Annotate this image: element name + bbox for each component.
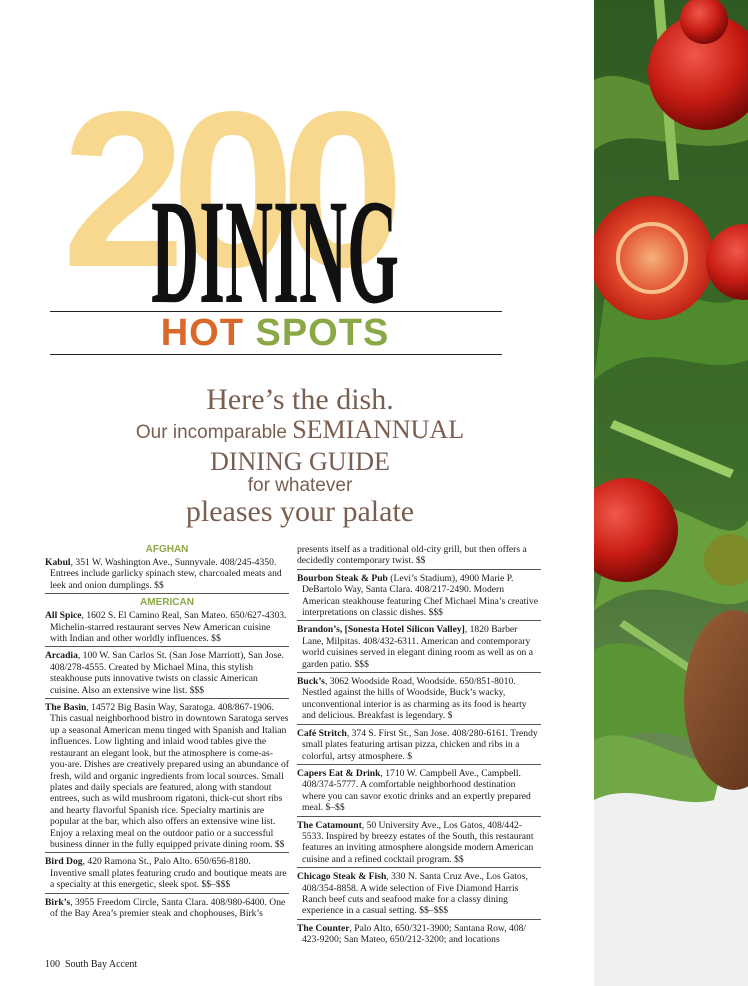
hot-spots-heading (0, 313, 550, 353)
listing-all-spice (45, 610, 289, 647)
listing-the-basin (45, 702, 289, 853)
listing-name: The Counter (297, 922, 350, 934)
listing-text: , 1710 W. Campbell Ave., Campbell. 408/374-5777. A comfortable neighborhood destination where you can savor exotic drinks and an expertly prepared meal. $–$$ (302, 767, 531, 814)
listing-text: , 330 N. Santa Cruz Ave., Los Gatos, 408/354-8858. A wide selection of Five Diamond Harris Ranch beef cuts and seafood make for a classy dining experience in a casual setting. $$–$$$ (302, 871, 528, 917)
listing-name: All Spice (45, 610, 82, 622)
hot-word: HOT (160, 312, 244, 354)
magazine-name: South Bay Accent (65, 959, 138, 970)
listing-name: Buck’s (297, 676, 325, 688)
listing-text: , 351 W. Washington Ave., Sunnyvale. 408/245-4350. Entrees include garlicky spinach stew, charcoaled meats and leek and onion dumplings. $$ (50, 557, 282, 591)
listing-text: , 1602 S. El Camino Real, San Mateo. 650/627-4303. Michelin-starred restaurant serves New American cuisine with Indian and other worldly influences. $$ (50, 610, 287, 645)
salad-illustration (594, 0, 748, 986)
intro-line-3: DINING GUIDE (210, 447, 390, 476)
listing-text: , 1820 Barber Lane, Milpitas. 408/432-6311. American and contemporary world cuisines served in elegant dining room as well as on a garden patio. $$$ (302, 624, 533, 670)
listing-capers (297, 768, 541, 817)
category-afghan: AFGHAN (145, 544, 189, 555)
listing-name: Birk’s (45, 896, 71, 908)
listing-brandons (297, 624, 541, 673)
intro-line-5: pleases your palate (185, 495, 415, 528)
listing-name: Capers Eat & Drink (297, 767, 381, 779)
intro-line-2 (0, 416, 600, 448)
category-american: AMERICAN (140, 597, 194, 609)
listing-name: Bird Dog (45, 856, 83, 868)
spots-word: SPOTS (255, 312, 390, 354)
page-footer (45, 959, 137, 970)
listing-name: Café Stritch (297, 727, 347, 739)
listing-name: The Catamount (297, 819, 362, 831)
intro-block (0, 384, 600, 528)
listings-column-2 (297, 544, 541, 951)
listing-arcadia (45, 650, 289, 699)
intro-line-1: Here’s the dish. (206, 383, 394, 416)
salad-photo (594, 0, 748, 986)
listing-text: , 50 University Ave., Los Gatos, 408/442-5533. Inspired by breezy estates of the South, this restaurant features an inviting atmosphere alongside modern American cuisine and a refined cocktail program. $$ (302, 819, 534, 865)
listing-text: , 420 Ramona St., Palo Alto. 650/656-8180. Inventive small plates featuring crudo and boutique meats are a specialty at this energetic, sleek spot. $$–$$$ (50, 856, 287, 891)
listing-birks-continued: presents itself as a traditional old-city grill, but then offers a decidedly contemporary twist. $$ (297, 544, 541, 570)
listing-the-counter (297, 923, 541, 948)
page-number: 100 (45, 959, 60, 970)
listing-text: , Palo Alto, 650/321-3900; Santana Row, 408/ 423-9200; San Mateo, 650/212-3200; and locations (302, 922, 527, 946)
listing-chicago-steak (297, 871, 541, 920)
listing-text: , 374 S. First St., San Jose. 408/280-6161. Trendy small plates featuring artisan pizza, chicken and ribs in a colorful, artsy atmosphere. $ (302, 727, 538, 762)
listings-column-1 (45, 544, 289, 924)
listing-bucks (297, 676, 541, 725)
listing-text: , 3955 Freedom Circle, Santa Clara. 408/980-6400. One of the Bay Area’s premier steak and chophouses, Birk’s (50, 896, 286, 919)
listing-name: Bourbon Steak & Pub (297, 572, 388, 584)
intro-line-2a: Our incomparable (135, 422, 293, 443)
listing-name: Chicago Steak & Fish (297, 871, 387, 883)
listing-name: The Basin (45, 702, 87, 714)
listing-kabul (45, 557, 289, 594)
listing-bird-dog (45, 856, 289, 893)
listing-bourbon-steak (297, 573, 541, 622)
headline-dining (150, 162, 400, 312)
listing-text: , 14572 Big Basin Way, Saratoga. 408/867-1906. This casual neighborhood bistro in downtown Saratoga serves up a seasonal American menu tinged with Spanish and Italian influences. Low lighting and inlaid wood tables give the restaurant an elegant look, but the atmosphere is come-as-you-are. Dishes are creatively prepared using an abundance of fresh, wild and organic ingredients from local sources. Small plates and daily specials are featured, along with standout entrees, such as wild mushroom rigatoni, thick-cut short ribs and hearty flavorful Spanish rice. Specialty martinis are popular at the bar, which also offers an extensive wine list. Enjoy a relaxing meal on the outdoor patio or a successful business dinner in the fully equipped private dining room. $$ (50, 702, 289, 850)
listing-text: , 3062 Woodside Road, Woodside. 650/851-8010. Nestled against the hills of Woodside, Buck’s wacky, unconventional interior is as charming as its food is hearty and delicious. Breakfast is legendary. $ (302, 676, 527, 722)
listing-text: , 100 W. San Carlos St. (San Jose Marriott), San Jose. 408/278-4555. Created by Michael Mina, this stylish steakhouse puts innovative twists on classic American cuisine. Also an extensive wine list. $$$ (50, 650, 284, 696)
listing-text: (Levi’s Stadium), 4900 Marie P. DeBartolo Way, Santa Clara. 408/217-2490. Modern American steakhouse featuring Chef Michael Mina’s creative interpretations on classic dishes. $$$ (302, 572, 539, 619)
listing-birks (45, 897, 289, 922)
listing-name: Kabul (45, 557, 71, 568)
cut-tomato-graphic (594, 196, 714, 320)
dining-word: DINING (151, 169, 399, 312)
listing-cafe-stritch (297, 728, 541, 765)
headline-number: 200 (62, 66, 391, 314)
listing-the-catamount (297, 820, 541, 869)
listing-name: Arcadia (45, 650, 78, 662)
listing-name: Brandon’s, [Sonesta Hotel Silicon Valley] (297, 624, 465, 636)
bottom-rule (50, 354, 502, 355)
intro-line-2b: SEMIANNUAL (292, 415, 465, 444)
intro-line-4: for whatever (247, 475, 353, 496)
